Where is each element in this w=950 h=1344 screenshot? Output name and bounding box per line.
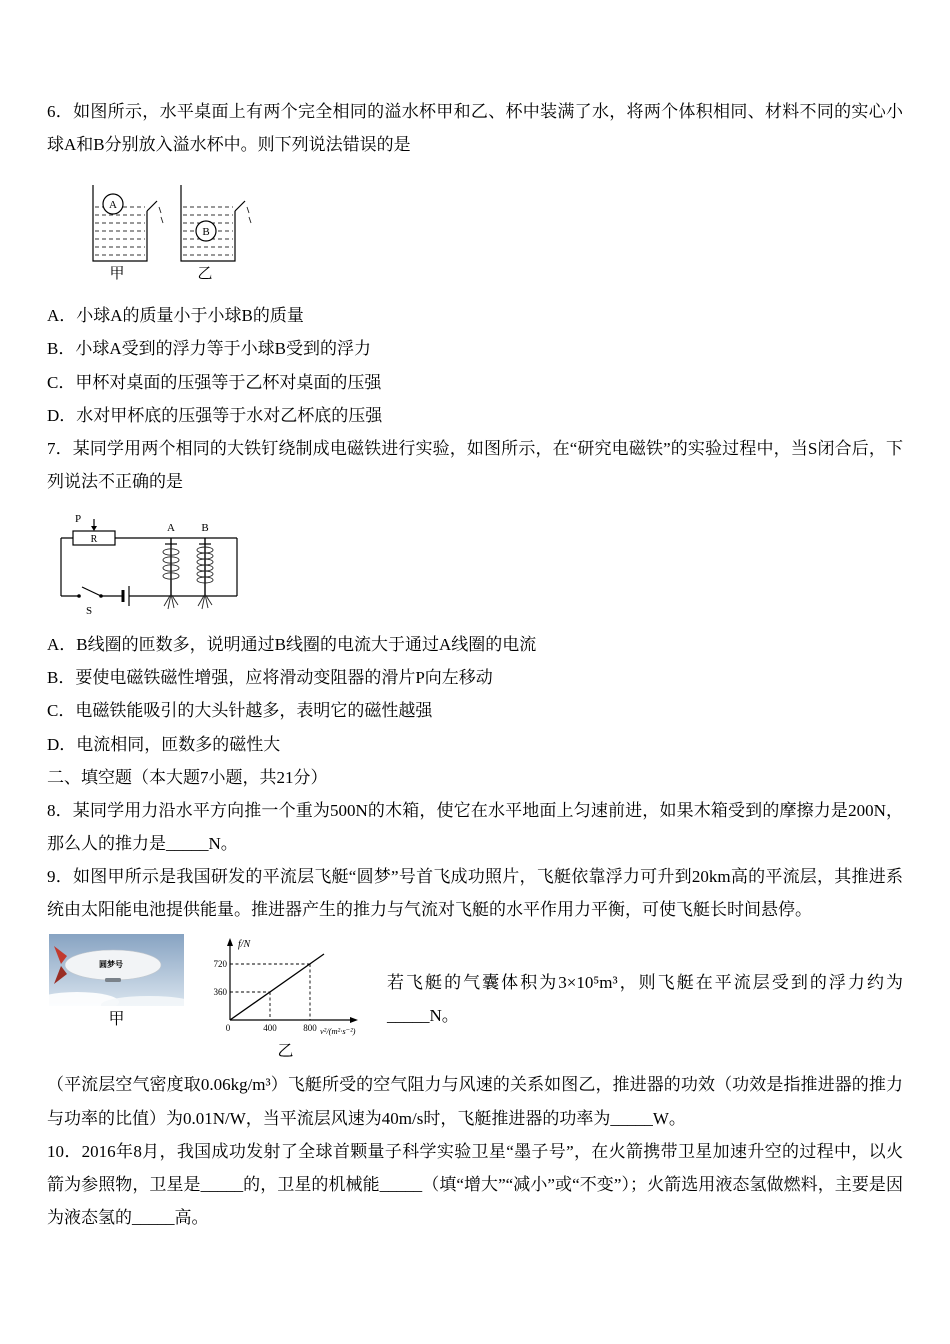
battery-symbol [123, 586, 129, 606]
slider-arrow [91, 526, 97, 531]
graph-xlabel: v²/(m²·s⁻²) [320, 1026, 356, 1037]
q9-side-text: 若飞艇的气囊体积为3×10⁵m³，则飞艇在平流层受到的浮力约为_____N。 [387, 973, 903, 1026]
q10-text: 10．2016年8月，我国成功发射了全球首颗量子科学实验卫星“墨子号”，在火箭携带卫星加速升空的过程中，以火箭为参照物，卫星是_____的，卫星的机械能_____（填“增大”“减小”或“不变”）；火箭选用液态氢做燃料，主要是因为液态氢的_____高。 [47, 1141, 903, 1227]
q9-figure-row [49, 934, 903, 1064]
xtick-400: 400 [263, 1023, 277, 1034]
coil-b-label: B [201, 522, 209, 535]
drag-force-graph [198, 934, 373, 1038]
question-10 [47, 1135, 903, 1234]
q7-option-c: C．电磁铁能吸引的大头针越多，表明它的磁性越强 [47, 701, 433, 721]
question-8 [47, 794, 903, 860]
q7-option-a: A．B线圈的匝数多，说明通过B线圈的电流大于通过A线圈的电流 [47, 635, 537, 655]
rheostat-label: R [90, 534, 98, 546]
section-2-header: 二、填空题（本大题7小题，共21分） [47, 767, 328, 787]
q6-option-c: C．甲杯对桌面的压强等于乙杯对桌面的压强 [47, 372, 382, 392]
q7-option-d: D．电流相同，匝数多的磁性大 [47, 734, 281, 754]
question-6 [47, 95, 903, 432]
xtick-0: 0 [225, 1023, 231, 1034]
xtick-800: 800 [303, 1023, 317, 1034]
coil-b [197, 538, 213, 609]
airship-photo-figure [49, 934, 184, 1032]
q8-text: 8．某同学用力沿水平方向推一个重为500N的木箱，使它在水平地面上匀速前进，如果木箱受到的摩擦力是200N，那么人的推力是_____N。 [47, 800, 903, 853]
q6-option-d: D．水对甲杯底的压强等于水对乙杯底的压强 [47, 405, 383, 425]
cup-jia-label: 甲 [109, 266, 125, 283]
q6-option-a: A．小球A的质量小于小球B的质量 [47, 306, 304, 326]
overflow-cups-figure [73, 171, 903, 283]
ball-b-label: B [202, 226, 210, 239]
circuit-drawing [49, 504, 244, 622]
q7-option-b: B．要使电磁铁磁性增强，应将滑动变阻器的滑片P向左移动 [47, 668, 493, 688]
q6-stem: 6．如图所示，水平桌面上有两个完全相同的溢水杯甲和乙、杯中装满了水，将两个体积相同、材料不同的实心小球A和B分别放入溢水杯中。则下列说法错误的是 [47, 102, 903, 155]
electromagnet-circuit-figure [49, 504, 903, 622]
fig-yi-caption: 乙 [277, 1043, 294, 1061]
slider-label: P [74, 513, 82, 526]
ytick-360: 360 [213, 987, 227, 998]
water-left [95, 207, 145, 255]
cup-yi-label: 乙 [197, 266, 213, 283]
q9-text-1: 9．如图甲所示是我国研发的平流层飞艇“圆梦”号首飞成功照片，飞艇依靠浮力可升到20km高的平流层，其推进系统由太阳能电池提供能量。推进器产生的推力与气流对飞艇的水平作用力平衡，可使飞艇长时间悬停。 [47, 867, 903, 920]
ball-a-label: A [109, 199, 117, 212]
overflow-cups-drawing [73, 171, 273, 283]
coil-a [163, 538, 179, 609]
airship-name: 圆梦号 [99, 960, 123, 970]
question-7 [47, 432, 903, 761]
airship-photo [49, 934, 184, 1006]
switch-symbol [77, 587, 103, 598]
ytick-720: 720 [213, 959, 227, 970]
graph-ylabel: f/N [238, 939, 251, 951]
fig-jia-caption: 甲 [108, 1011, 125, 1029]
question-9 [47, 860, 903, 1135]
coil-a-label: A [167, 522, 175, 535]
q7-stem: 7．某同学用两个相同的大铁钉绕制成电磁铁进行实验，如图所示，在“研究电磁铁”的实验过程中，当S闭合后，下列说法不正确的是 [47, 438, 903, 491]
q6-option-b: B．小球A受到的浮力等于小球B受到的浮力 [47, 339, 371, 359]
switch-label: S [85, 605, 93, 618]
gondola [105, 978, 121, 982]
q9-text-2: （平流层空气密度取0.06kg/m³）飞艇所受的空气阻力与风速的关系如图乙，推进器的功效（功效是指推进器的推力与功率的比值）为0.01N/W，当平流层风速为40m/s时，飞艇推进器的功率为_____W。 [47, 1075, 903, 1128]
drag-force-graph-figure [198, 934, 373, 1064]
